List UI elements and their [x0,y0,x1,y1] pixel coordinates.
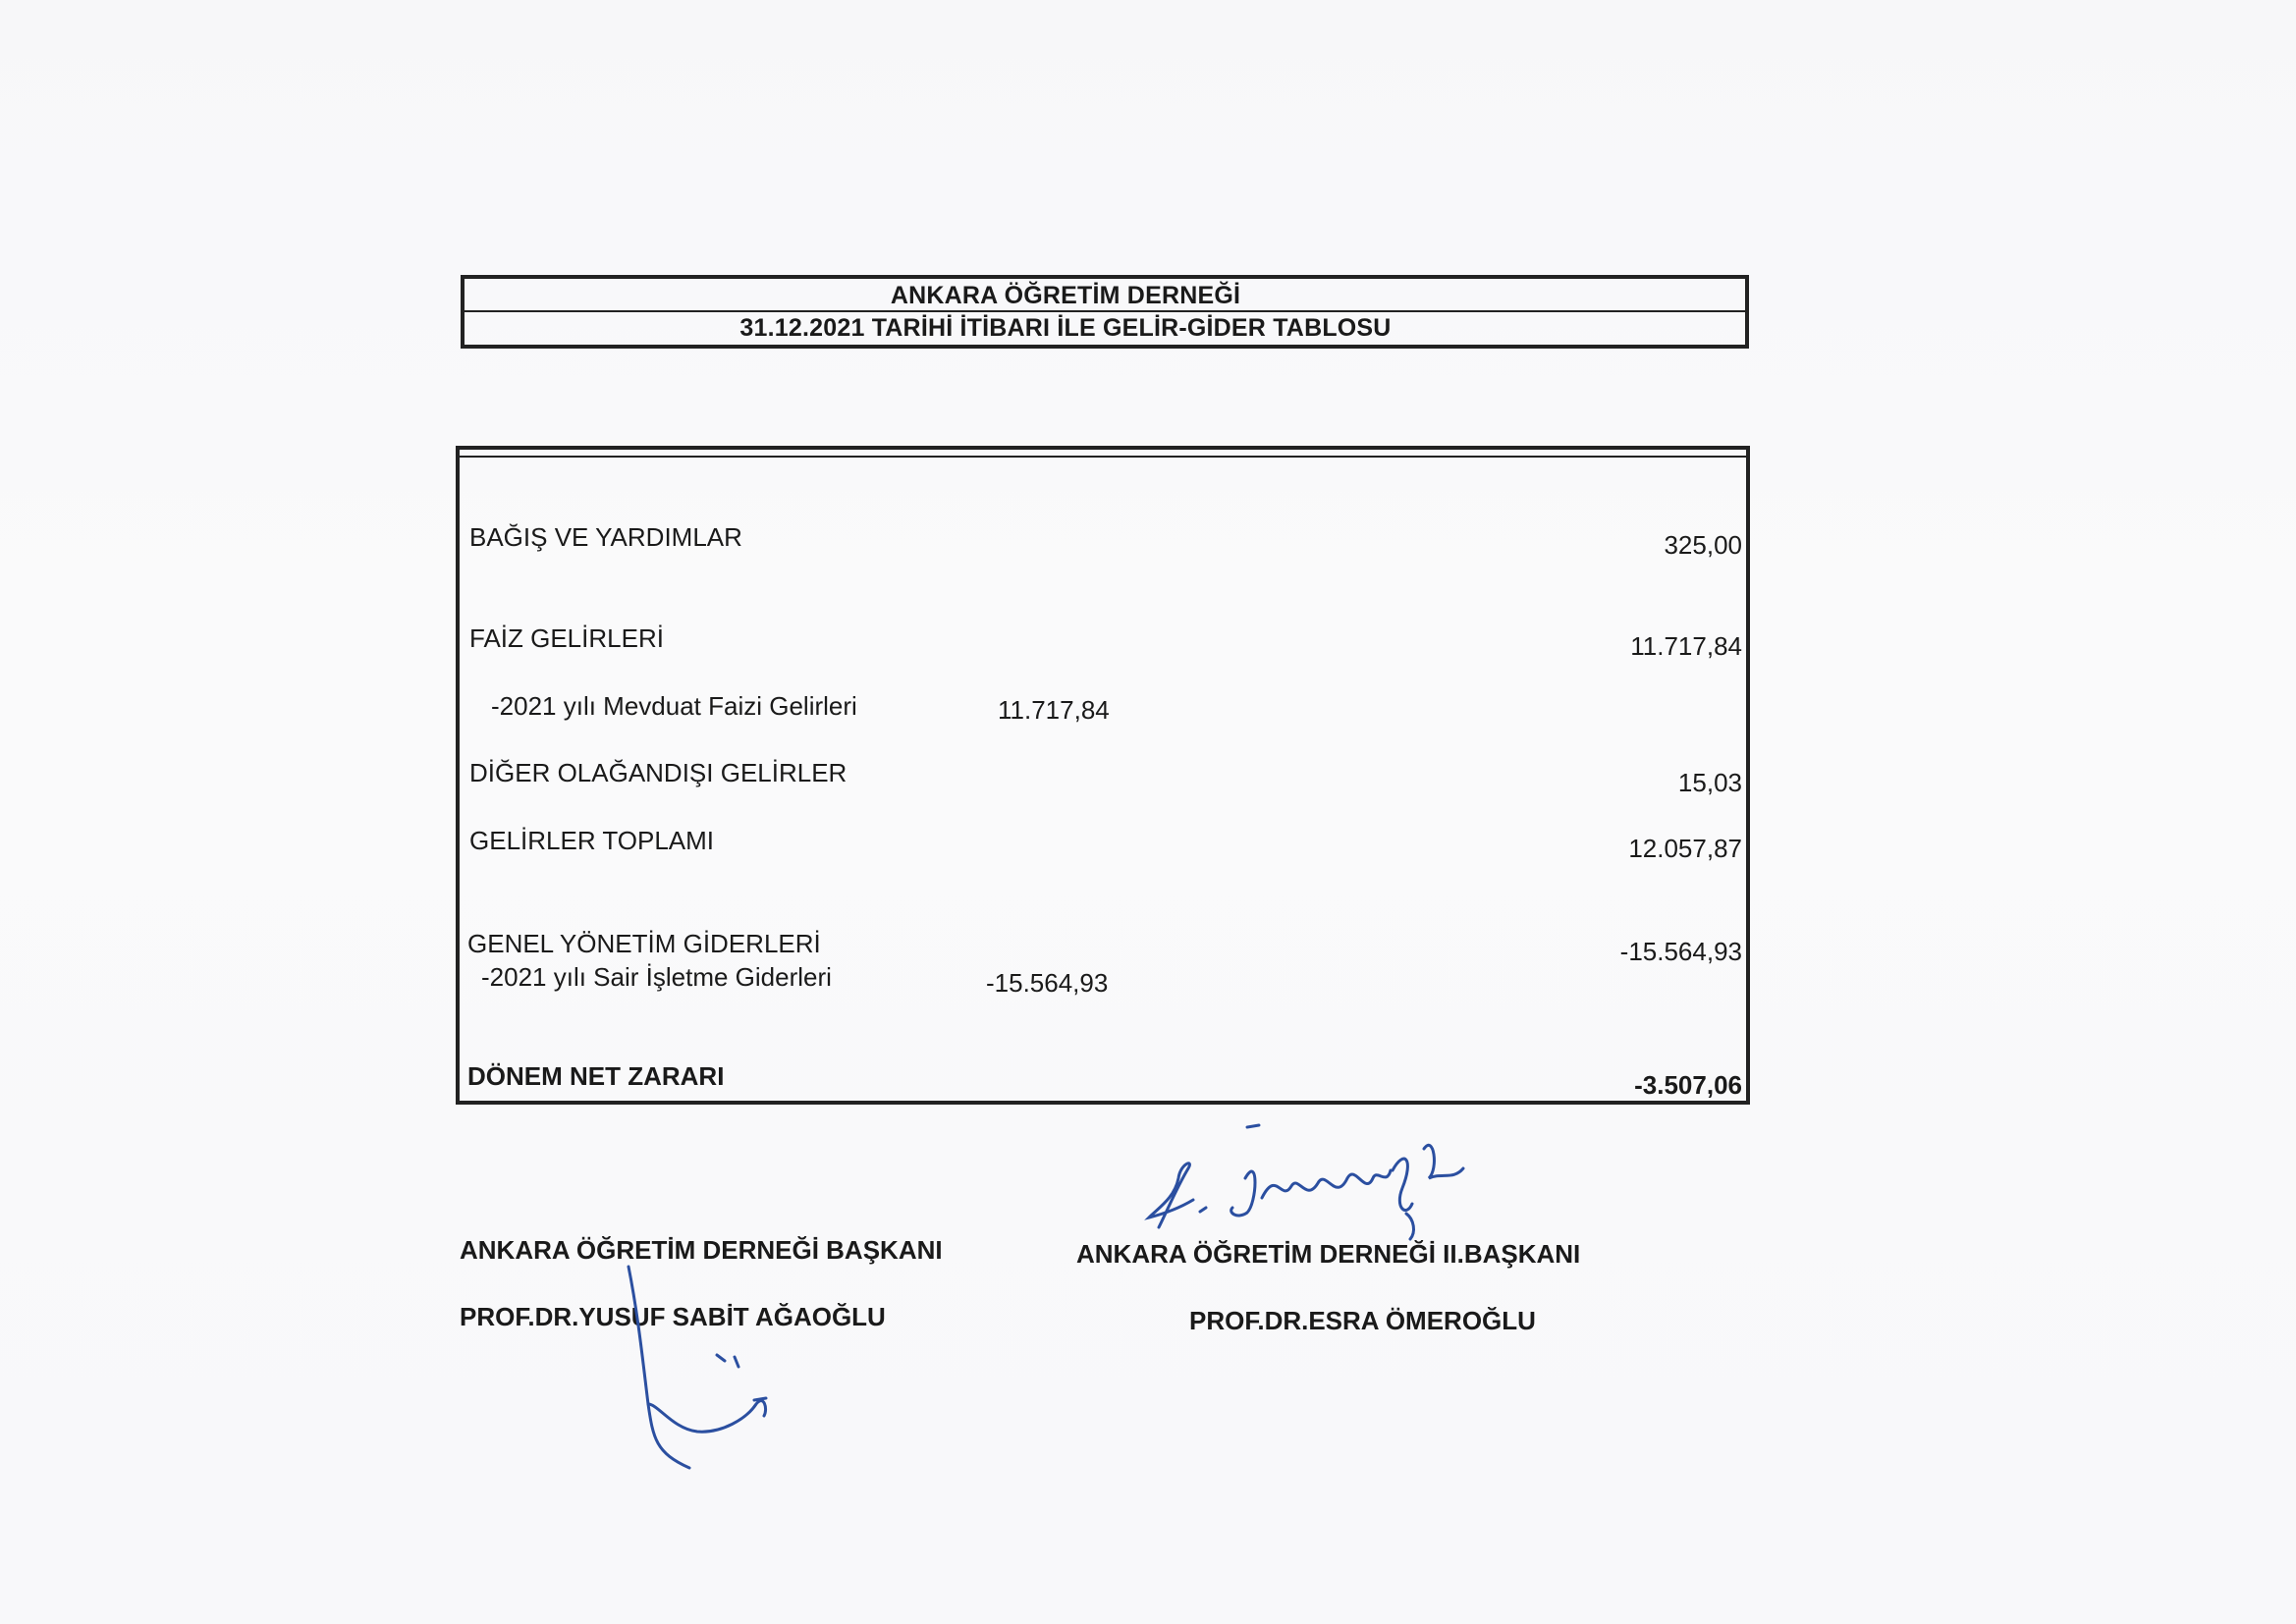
vice-president-name: PROF.DR.ESRA ÖMEROĞLU [1189,1306,1536,1335]
interest-detail-amount: 11.717,84 [998,695,1110,725]
other-income-total: 15,03 [1677,768,1742,797]
admin-expenses-total: -15.564,93 [1619,937,1742,966]
vice-president-title: ANKARA ÖĞRETİM DERNEĞİ II.BAŞKANI [1076,1239,1581,1269]
admin-detail-amount: -15.564,93 [986,968,1109,998]
organization-name: ANKARA ÖĞRETİM DERNEĞİ [890,282,1241,309]
interest-income-label: FAİZ GELİRLERİ [469,623,664,653]
interest-detail-label: -2021 yılı Mevduat Faizi Gelirleri [491,691,857,721]
other-income-label: DİĞER OLAĞANDIŞI GELİRLER [469,758,847,787]
table-top-rule [460,456,1746,458]
income-expense-table [456,446,1750,1105]
admin-expenses-label: GENEL YÖNETİM GİDERLERİ [467,929,821,958]
president-name: PROF.DR.YUSUF SABİT AĞAOĞLU [460,1302,886,1331]
income-total-amount: 12.057,87 [1628,834,1742,863]
admin-detail-label: -2021 yılı Sair İşletme Giderleri [481,962,832,992]
president-title: ANKARA ÖĞRETİM DERNEĞİ BAŞKANI [460,1235,943,1265]
header-divider [465,310,1745,312]
income-total-label: GELİRLER TOPLAMI [469,826,715,855]
net-loss-label: DÖNEM NET ZARARI [467,1061,725,1091]
net-loss-total: -3.507,06 [1634,1070,1742,1100]
report-title: 31.12.2021 TARİHİ İTİBARI İLE GELİR-GİDER TABLOSU [739,314,1392,342]
report-header-box [461,275,1749,349]
interest-income-total: 11.717,84 [1630,631,1742,661]
donations-label: BAĞIŞ VE YARDIMLAR [469,522,742,552]
donations-total: 325,00 [1664,530,1742,560]
